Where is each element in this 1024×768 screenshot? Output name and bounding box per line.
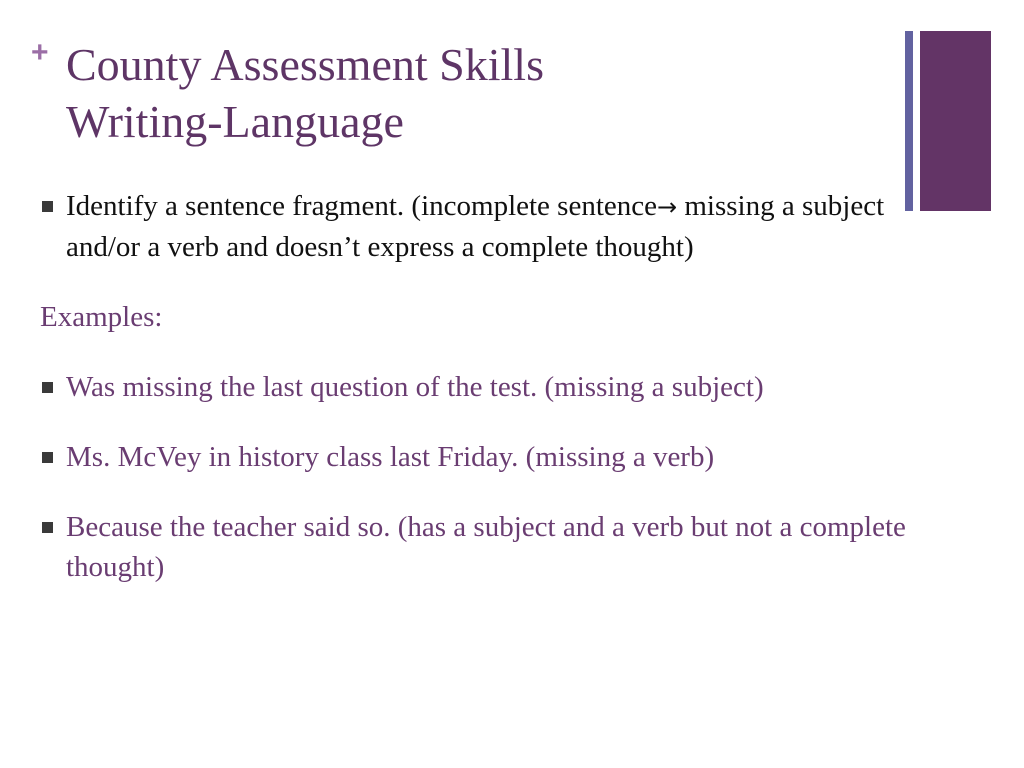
intro-text-after-arrow: missing a subject and/or a verb and doesn’t express a complete thought) [66, 190, 885, 263]
right-arrow-icon: → [657, 193, 678, 221]
title-line-1: County Assessment Skills [66, 39, 544, 90]
decorative-thin-bar [905, 31, 913, 211]
example-item-1 [40, 367, 920, 407]
example-text-3: Because the teacher said so. (has a subject and a verb but not a complete thought) [66, 511, 906, 583]
slide-title [66, 36, 886, 150]
square-bullet-icon [42, 452, 53, 463]
plus-icon: + [31, 36, 49, 69]
square-bullet-icon [42, 522, 53, 533]
title-line-2: Writing-Language [66, 96, 404, 147]
square-bullet-icon [42, 382, 53, 393]
intro-text-before-arrow: Identify a sentence fragment. (incomplete sentence [66, 190, 658, 222]
examples-heading: Examples: [40, 301, 163, 333]
intro-bullet [40, 186, 920, 267]
decorative-thick-bar [920, 31, 991, 211]
example-item-3 [40, 507, 920, 587]
example-text-2: Ms. McVey in history class last Friday. (missing a verb) [66, 441, 715, 473]
slide-content [40, 186, 920, 587]
example-text-1: Was missing the last question of the test. (missing a subject) [66, 371, 764, 403]
square-bullet-icon [42, 201, 53, 212]
example-item-2 [40, 437, 920, 477]
